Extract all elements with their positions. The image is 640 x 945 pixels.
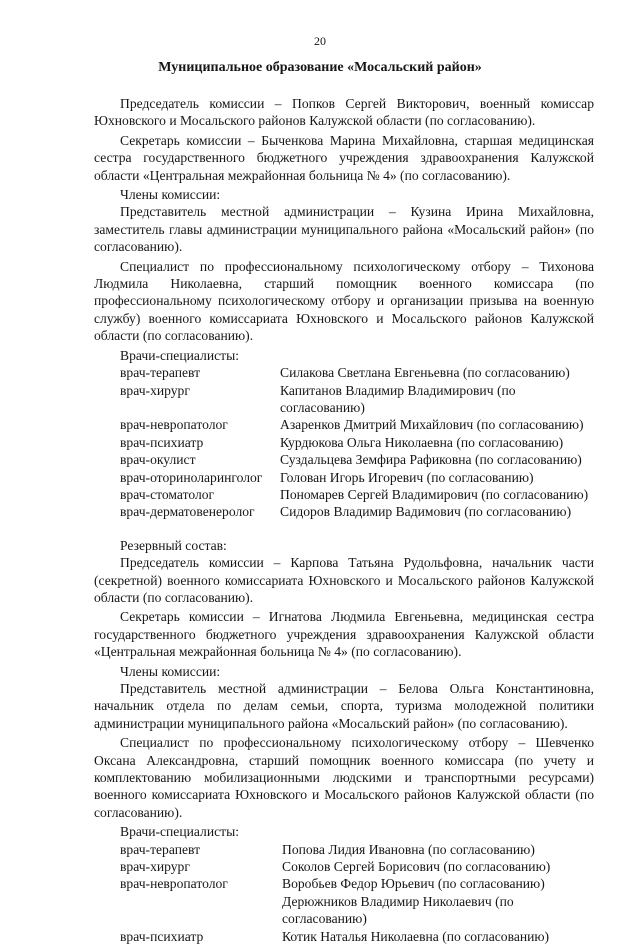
list-item [120,841,594,858]
page-title: Муниципальное образование «Мосальский район» [158,60,482,75]
reserve-psych-specialist: Специалист по профессиональному психологическому отбору – Шевченко Оксана Александровна, старший помощник военного комиссара (по учету и комплектованию мобилизационными людскими и транспортными ресурсами) военного комиссариата Юхновского и Мосальского районов Калужской области (по согласованию). [94,735,594,820]
reserve-members-label: Члены комиссии: [120,663,221,679]
list-item [120,858,594,875]
doctor-name: Капитанов Владимир Владимирович (по согласованию) [280,382,516,415]
list-item [120,928,594,945]
doctor-role: врач-невропатолог [120,417,228,433]
section-spacer [94,521,594,537]
list-item [120,893,594,928]
doctor-name: Голован Игорь Игоревич (по согласованию) [280,469,534,485]
main-secretary: Секретарь комиссии – Быченкова Марина Михайловна, старшая медицинская сестра государственного бюджетного учреждения здравоохранения Калужской области «Центральная межрайонная больница № 4» (по согласованию). [94,132,594,183]
doctor-role: врач-невропатолог [120,876,228,892]
doctor-name: Пономарев Сергей Владимирович (по согласованию) [280,486,589,502]
doctor-name: Котик Наталья Николаевна (по согласованию) [282,928,550,944]
reserve-doctors-label: Врачи-специалисты: [120,824,239,840]
list-item [120,503,594,520]
list-item [120,451,594,468]
doctor-name: Дерюжников Владимир Николаевич (по согласованию) [282,893,514,927]
main-psych-specialist: Специалист по профессиональному психологическому отбору – Тихонова Людмила Николаевна, старший помощник военного комиссара (по профессиональному психологическому отбору и организации призыва на военную службу) военного комиссариата Юхновского и Мосальского районов Калужской области (по согласованию). [94,258,594,344]
list-item [120,382,594,417]
doctor-name: Сидоров Владимир Вадимович (по согласованию) [280,504,572,520]
doctor-name: Суздальцева Земфира Рафиковна (по согласованию) [280,452,582,468]
reserve-admin-rep: Представитель местной администрации – Белова Ольга Константиновна, начальник отдела по делам семьи, спорта, туризма молодежной политики администрации муниципального района «Мосальский район» (по согласованию). [94,681,594,731]
main-members-label: Члены комиссии: [120,187,221,203]
list-item [120,469,594,486]
reserve-doctors-list [120,841,594,945]
main-admin-rep: Представитель местной администрации – Кузина Ирина Михайловна, заместитель главы администрации муниципального района «Мосальский район» (по согласованию). [94,204,594,255]
main-doctors-label: Врачи-специалисты: [120,347,239,363]
doctor-role: врач-окулист [120,452,196,468]
doctor-name: Силакова Светлана Евгеньевна (по согласованию) [280,365,570,381]
doctor-role: врач-дерматовенеролог [120,504,255,520]
list-item [120,434,594,451]
list-item [120,875,594,892]
doctor-role [120,893,282,928]
reserve-secretary: Секретарь комиссии – Игнатова Людмила Евгеньевна, медицинская сестра государственного бюджетного учреждения здравоохранения Калужской области «Центральная межрайонная больница № 4» (по согласованию). [94,609,594,660]
doctor-name: Курдюкова Ольга Николаевна (по согласованию) [280,434,564,450]
doctor-role: врач-психиатр [120,928,204,944]
list-item [120,364,594,381]
doctor-role: врач-психиатр [120,434,204,450]
doctor-name: Азаренков Дмитрий Михайлович (по согласованию) [280,417,584,433]
list-item [120,416,594,433]
doctor-role: врач-хирург [120,859,190,875]
doctor-name: Соколов Сергей Борисович (по согласованию) [282,859,551,875]
doctor-role: врач-стоматолог [120,486,215,502]
list-item [120,486,594,503]
doctor-name: Попова Лидия Ивановна (по согласованию) [282,841,535,857]
doctor-role: врач-терапевт [120,841,201,857]
doctor-role: врач-терапевт [120,365,201,381]
main-chairman: Председатель комиссии – Попков Сергей Викторович, военный комиссар Юхновского и Мосальского районов Калужской области (по согласованию). [94,96,594,129]
document-body [94,95,594,945]
reserve-label: Резервный состав: [120,537,227,553]
page-number: 20 [314,34,326,48]
reserve-chairman: Председатель комиссии – Карпова Татьяна Рудольфовна, начальник части (секретной) военного комиссариата Юхновского и Мосальского районов Калужской области (по согласованию). [94,555,594,605]
main-doctors-list [120,364,594,521]
doctor-name: Воробьев Федор Юрьевич (по согласованию) [282,876,545,892]
doctor-role: врач-хирург [120,382,190,398]
doctor-role: врач-оториноларинголог [120,469,263,485]
